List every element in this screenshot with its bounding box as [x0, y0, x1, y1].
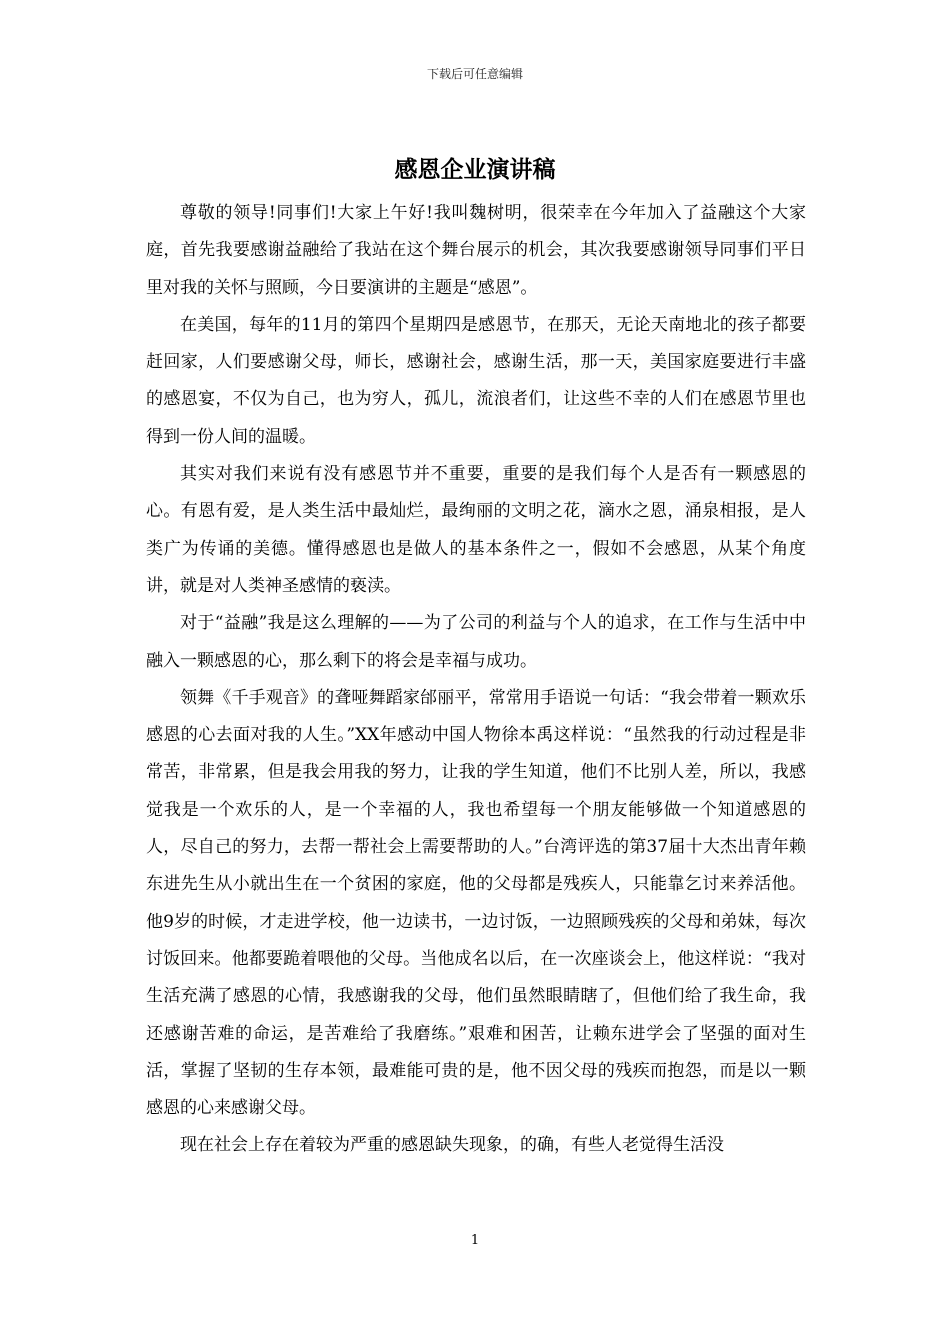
document-title: 感恩企业演讲稿: [394, 156, 556, 183]
header-note: 下载后可任意编辑: [426, 67, 523, 81]
paragraph-6: 现在社会上存在着较为严重的感恩缺失现象，的确，有些人老觉得生活没: [180, 1135, 724, 1156]
document-body: [146, 195, 806, 1165]
paragraph-1: 尊敬的领导!同事们!大家上午好!我叫魏树明，很荣幸在今年加入了益融这个大家庭，首先我要感谢益融给了我站在这个舞台展示的机会，其次我要感谢领导同事们平日里对我的关怀与照顾，今日要演讲的主题是“感恩”。: [146, 203, 806, 298]
paragraph-3: 其实对我们来说有没有感恩节并不重要，重要的是我们每个人是否有一颗感恩的心。有恩有爱，是人类生活中最灿烂，最绚丽的文明之花，滴水之恩，涌泉相报，是人类广为传诵的美德。懂得感恩也是做人的基本条件之一，假如不会感恩，从某个角度讲，就是对人类神圣感情的亵渎。: [146, 464, 806, 596]
paragraph-4: 对于“益融”我是这么理解的——为了公司的利益与个人的追求，在工作与生活中中融入一颗感恩的心，那么剩下的将会是幸福与成功。: [146, 613, 806, 671]
paragraph-5: 领舞《千手观音》的聋哑舞蹈家邰丽平，常常用手语说一句话：“我会带着一颗欢乐感恩的心去面对我的人生。”XX年感动中国人物徐本禹这样说：“虽然我的行动过程是非常苦，非常累，但是我会用我的努力，让我的学生知道，他们不比别人差，所以，我感觉我是一个欢乐的人，是一个幸福的人，我也希望每一个朋友能够做一个知道感恩的人，尽自己的努力，去帮一帮社会上需要帮助的人。”台湾评选的第37届十大杰出青年赖东进先生从小就出生在一个贫困的家庭，他的父母都是残疾人，只能靠乞讨来养活他。他9岁的时候，才走进学校，他一边读书，一边讨饭，一边照顾残疾的父母和弟妹，每次讨饭回来。他都要跪着喂他的父母。当他成名以后，在一次座谈会上，他这样说：“我对生活充满了感恩的心情，我感谢我的父母，他们虽然眼睛瞎了，但他们给了我生命，我还感谢苦难的命运，是苦难给了我磨练。”艰难和困苦，让赖东进学会了坚强的面对生活，掌握了坚韧的生存本领，最难能可贵的是，他不因父母的残疾而抱怨，而是以一颗感恩的心来感谢父母。: [146, 687, 806, 1119]
paragraph-2: 在美国，每年的11月的第四个星期四是感恩节，在那天，无论天南地北的孩子都要赶回家，人们要感谢父母，师长，感谢社会，感谢生活，那一天，美国家庭要进行丰盛的感恩宴，不仅为自己，也为穷人，孤儿，流浪者们，让这些不幸的人们在感恩节里也得到一份人间的温暖。: [146, 314, 806, 447]
page-number: 1: [470, 1233, 480, 1248]
